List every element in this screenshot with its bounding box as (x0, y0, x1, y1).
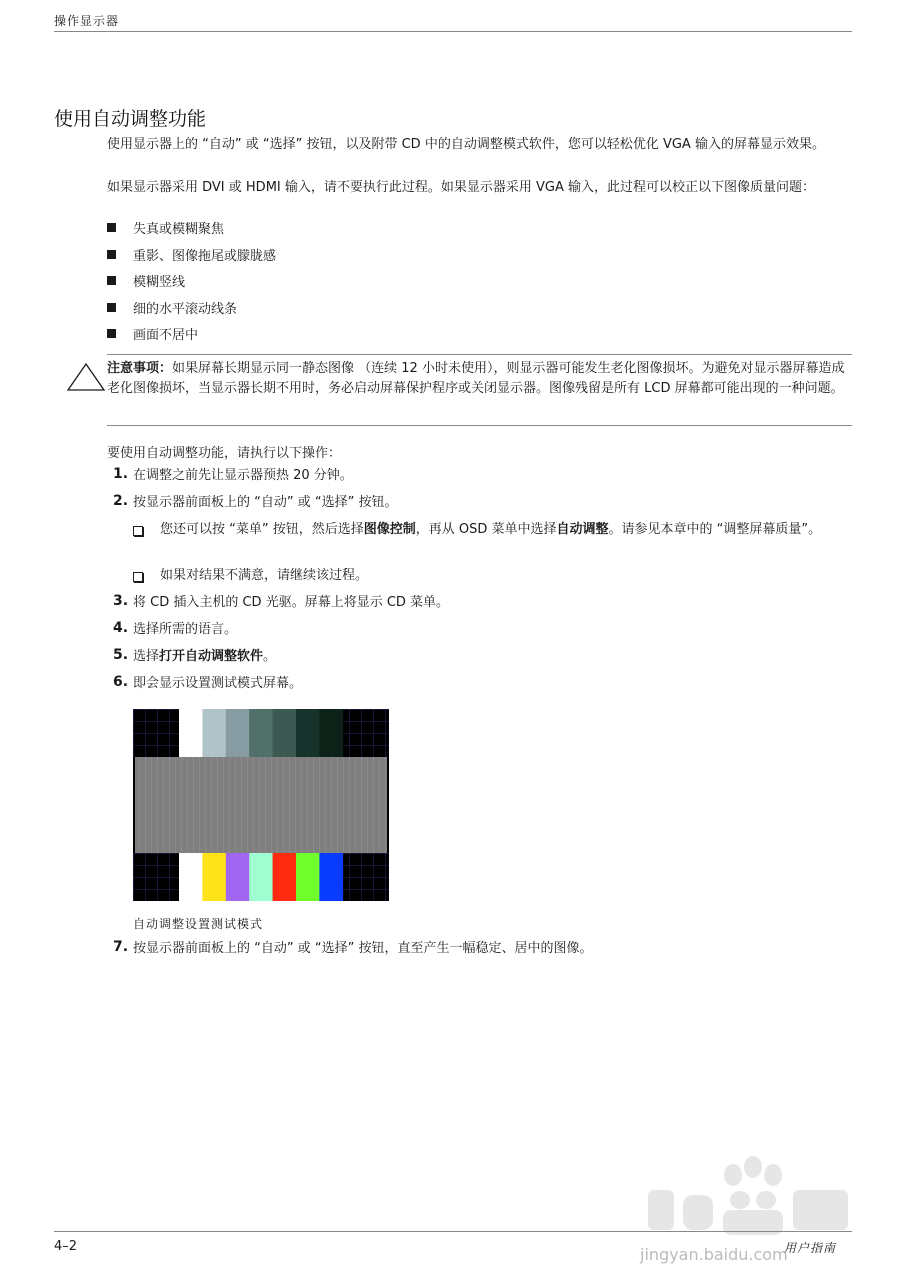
footer-rule (54, 1231, 852, 1232)
caution-triangle-icon (66, 362, 106, 392)
caution-top-rule (107, 354, 852, 355)
step-number: 6. (113, 674, 129, 690)
checkbox-bullet-icon (133, 526, 143, 536)
bullet-item: 画面不居中 (107, 326, 198, 346)
bullet-item: 细的水平滚动线条 (107, 300, 237, 320)
bullet-item: 失真或模糊聚焦 (107, 220, 224, 240)
top-color-swatch (226, 709, 250, 757)
step-text: 在调整之前先让显示器预热 20 分钟。 (133, 468, 353, 483)
test-pattern-image (133, 709, 389, 901)
bottom-color-swatch (319, 853, 343, 901)
top-color-swatch (249, 709, 273, 757)
caution-note (107, 359, 852, 399)
step-text: 按显示器前面板上的 “自动” 或 “选择” 按钮，直至产生一幅稳定、居中的图像。 (133, 941, 593, 956)
step-number: 2. (113, 493, 129, 509)
bullet-item: 重影、图像拖尾或朦胧感 (107, 247, 276, 267)
bottom-color-swatch (179, 853, 203, 901)
step-number: 1. (113, 466, 129, 482)
gray-band (135, 757, 387, 853)
caution-label: 注意事项： (107, 361, 173, 376)
step-number: 3. (113, 593, 129, 609)
figure-caption: 自动调整设置测试模式 (133, 917, 264, 931)
step-text: 选择所需的语言。 (133, 622, 238, 637)
grid-corner (133, 709, 179, 757)
substep-text: 您还可以按 “菜单” 按钮，然后选择图像控制，再从 OSD 菜单中选择自动调整。请参见本章中的 “调整屏幕质量”。 (160, 522, 822, 537)
step-number: 4. (113, 620, 129, 636)
section-title: 使用自动调整功能 (54, 108, 207, 130)
step-number: 7. (113, 939, 129, 955)
bottom-color-swatch (249, 853, 273, 901)
caution-bottom-rule (107, 425, 852, 426)
step-text: 按显示器前面板上的 “自动” 或 “选择” 按钮。 (133, 495, 398, 510)
steps-intro: 要使用自动调整功能，请执行以下操作： (107, 446, 342, 461)
checkbox-bullet-icon (133, 572, 143, 582)
intro-paragraph-2: 如果显示器采用 DVI 或 HDMI 输入，请不要执行此过程。如果显示器采用 VGA 输入，此过程可以校正以下图像质量问题： (107, 180, 815, 195)
grid-corner (343, 709, 389, 757)
document-title: 用户指南 (784, 1241, 837, 1255)
header-rule (54, 31, 852, 32)
bullet-item: 模糊竖线 (107, 273, 185, 293)
page-number: 4–2 (54, 1239, 78, 1254)
top-color-swatch (319, 709, 343, 757)
watermark-url: jingyan.baidu.com (640, 1245, 788, 1264)
grid-corner (133, 853, 179, 901)
substep-text: 如果对结果不满意，请继续该过程。 (160, 568, 369, 583)
bottom-color-swatch (296, 853, 320, 901)
step-number: 5. (113, 647, 129, 663)
top-color-swatch (273, 709, 297, 757)
top-color-swatch (202, 709, 226, 757)
bottom-color-swatch (226, 853, 250, 901)
step-text: 将 CD 插入主机的 CD 光驱。屏幕上将显示 CD 菜单。 (133, 595, 450, 610)
top-color-swatch (296, 709, 320, 757)
grid-corner (343, 853, 389, 901)
bottom-color-swatch (202, 853, 226, 901)
caution-text: 如果屏幕长期显示同一静态图像 （连续 12 小时未使用），则显示器可能发生老化图像损坏。为避免对显示器屏幕造成老化图像损坏，当显示器长期不用时，务必启动屏幕保护程序或关闭显示器。图像残留是所有 LCD 屏幕都可能出现的一种问题。 (107, 361, 845, 396)
bottom-color-swatch (273, 853, 297, 901)
step-text: 选择打开自动调整软件。 (133, 649, 277, 664)
step-text: 即会显示设置测试模式屏幕。 (133, 676, 303, 691)
top-color-swatch (179, 709, 203, 757)
intro-paragraph-1: 使用显示器上的 “自动” 或 “选择” 按钮，以及附带 CD 中的自动调整模式软件，您可以轻松优化 VGA 输入的屏幕显示效果。 (107, 137, 825, 152)
running-header: 操作显示器 (54, 14, 120, 28)
